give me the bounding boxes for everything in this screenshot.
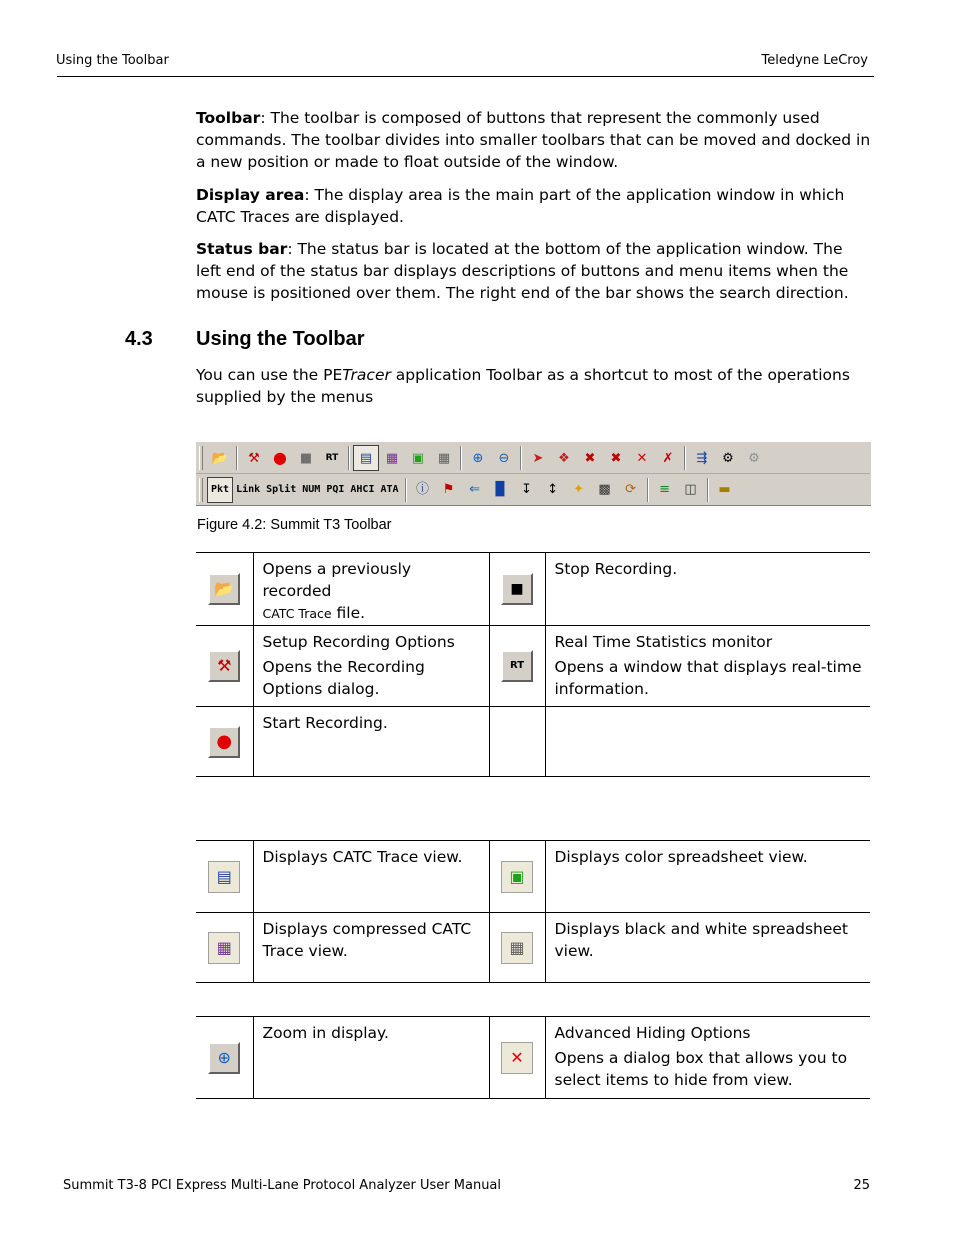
record-icon: ● xyxy=(273,448,287,467)
zoom-out-icon: ⊖ xyxy=(498,450,510,466)
record-icon: ● xyxy=(208,726,240,758)
timing-icon: ↕ xyxy=(547,482,558,497)
trace-view-icon: ▤ xyxy=(208,861,240,893)
advanced-hiding-icon: ✕ xyxy=(636,450,648,466)
compressed-trace-icon: ▦ xyxy=(208,932,240,964)
running-header-left: Using the Toolbar xyxy=(56,53,169,68)
recording-options-icon: ⚒ xyxy=(208,650,240,682)
table-row: ⊕ Zoom in display. ✕ Advanced Hiding Options Opens a dialog box that allows you to select items to hide from view. xyxy=(196,1017,870,1099)
stop-icon: ■ xyxy=(299,450,313,466)
zoom-in-icon: ⊕ xyxy=(208,1042,240,1074)
header-rule xyxy=(57,76,874,77)
ahci-level-button: AHCI xyxy=(350,484,375,495)
compressed-trace-icon: ▦ xyxy=(385,450,399,466)
toolbar-row-1 xyxy=(196,443,870,474)
filter-icon: ❖ xyxy=(558,450,570,466)
zoom-in-icon: ⊕ xyxy=(472,450,484,466)
toolbar-paragraph xyxy=(196,107,872,173)
num-level-button: NUM xyxy=(302,484,321,495)
ata-level-button: ATA xyxy=(380,484,399,495)
toolbar-grip xyxy=(199,478,203,502)
footer-manual-title: Summit T3-8 PCI Express Multi-Lane Protocol Analyzer User Manual xyxy=(63,1178,502,1193)
section-title: Using the Toolbar xyxy=(196,328,365,350)
display-area-paragraph xyxy=(196,184,872,228)
toolbar-figure xyxy=(196,441,871,506)
hide-rx-icon: ✖ xyxy=(584,450,596,466)
figure-caption: Figure 4.2: Summit T3 Toolbar xyxy=(197,517,392,533)
status-bar-paragraph xyxy=(196,238,872,304)
find-next-icon: ⚙ xyxy=(748,450,760,466)
reset-icon: ⇐ xyxy=(469,482,480,497)
recording-buttons-table xyxy=(196,552,870,777)
status-bar-term: Status bar xyxy=(196,240,288,258)
marker-icon: ⚑ xyxy=(442,482,455,497)
layout-icon: ◫ xyxy=(684,482,697,497)
advanced-hiding-icon: ✕ xyxy=(501,1042,533,1074)
stop-icon: ■ xyxy=(501,573,533,605)
link-level-button: Link xyxy=(236,484,261,495)
trace-view-icon: ▤ xyxy=(353,445,379,471)
ata-icon: ▬ xyxy=(718,482,731,497)
binary-icon: ≡ xyxy=(659,482,670,497)
color-spreadsheet-icon: ▣ xyxy=(501,861,533,893)
section-intro: You can use the PETracer application Toolbar as a shortcut to most of the operations supplied by the menus xyxy=(196,366,850,406)
pkt-level-button: Pkt xyxy=(207,477,233,503)
display-area-text: : The display area is the main part of the application window in which CATC Traces are displayed. xyxy=(196,186,845,226)
running-header-right: Teledyne LeCroy xyxy=(761,53,868,68)
table-row: ⚒ Setup Recording Options Opens the Recording Options dialog. RT Real Time Statistics monitor Opens a window that displays real-time information. xyxy=(196,626,870,707)
toolbar-grip xyxy=(199,446,203,470)
status-bar-text: : The status bar is located at the bottom of the application window. The left end of the status bar displays descriptions of buttons and menu items when the mouse is positioned over them. The right end of the bar shows the search direction. xyxy=(196,240,849,302)
hide-unassociated-icon: ✗ xyxy=(662,450,674,466)
data-view-icon: ▩ xyxy=(598,482,611,497)
pqi-level-button: PQI xyxy=(326,484,345,495)
open-folder-icon: 📂 xyxy=(208,573,240,605)
toolbar-row-2 xyxy=(196,474,776,505)
refresh-icon: ⟳ xyxy=(625,482,636,497)
open-folder-icon: 📂 xyxy=(211,450,229,466)
table-row: ● Start Recording. xyxy=(196,707,870,777)
toolbar-text: : The toolbar is composed of buttons that represent the commonly used commands. The toolbar divides into smaller toolbars that can be moved and docked in a new position or made to float outside of the window. xyxy=(196,109,871,171)
bw-spreadsheet-icon: ▦ xyxy=(501,932,533,964)
display-area-term: Display area xyxy=(196,186,305,204)
sort-icon: ↧ xyxy=(521,482,532,497)
table-row: ▦ Displays compressed CATC Trace view. ▦ Displays black and white spreadsheet view. xyxy=(196,913,870,983)
search-icon: ⇶ xyxy=(696,450,708,466)
info-icon: ⓘ xyxy=(416,482,430,497)
real-time-statistics-icon: RT xyxy=(501,650,533,682)
toolbar-term: Toolbar xyxy=(196,109,261,127)
find-icon: ⚙ xyxy=(722,450,734,466)
zoom-hide-table xyxy=(196,1016,870,1099)
real-time-statistics-icon: RT xyxy=(325,452,339,463)
recording-options-icon: ⚒ xyxy=(248,450,260,466)
split-level-button: Split xyxy=(266,484,297,495)
section-number: 4.3 xyxy=(125,328,153,350)
page-number: 25 xyxy=(853,1178,870,1193)
goto-icon: ➤ xyxy=(532,450,544,466)
color-spreadsheet-icon: ▣ xyxy=(411,450,425,466)
table-row: ▤ Displays CATC Trace view. ▣ Displays color spreadsheet view. xyxy=(196,841,870,913)
bw-spreadsheet-icon: ▦ xyxy=(437,450,451,466)
hide-tx-icon: ✖ xyxy=(610,450,622,466)
view-buttons-table xyxy=(196,840,870,983)
bus-utilization-icon: ✦ xyxy=(573,482,584,497)
table-row: 📂 Opens a previously recorded CATC Trace file. ■ Stop Recording. xyxy=(196,553,870,626)
statistics-icon: ▉ xyxy=(495,482,506,497)
